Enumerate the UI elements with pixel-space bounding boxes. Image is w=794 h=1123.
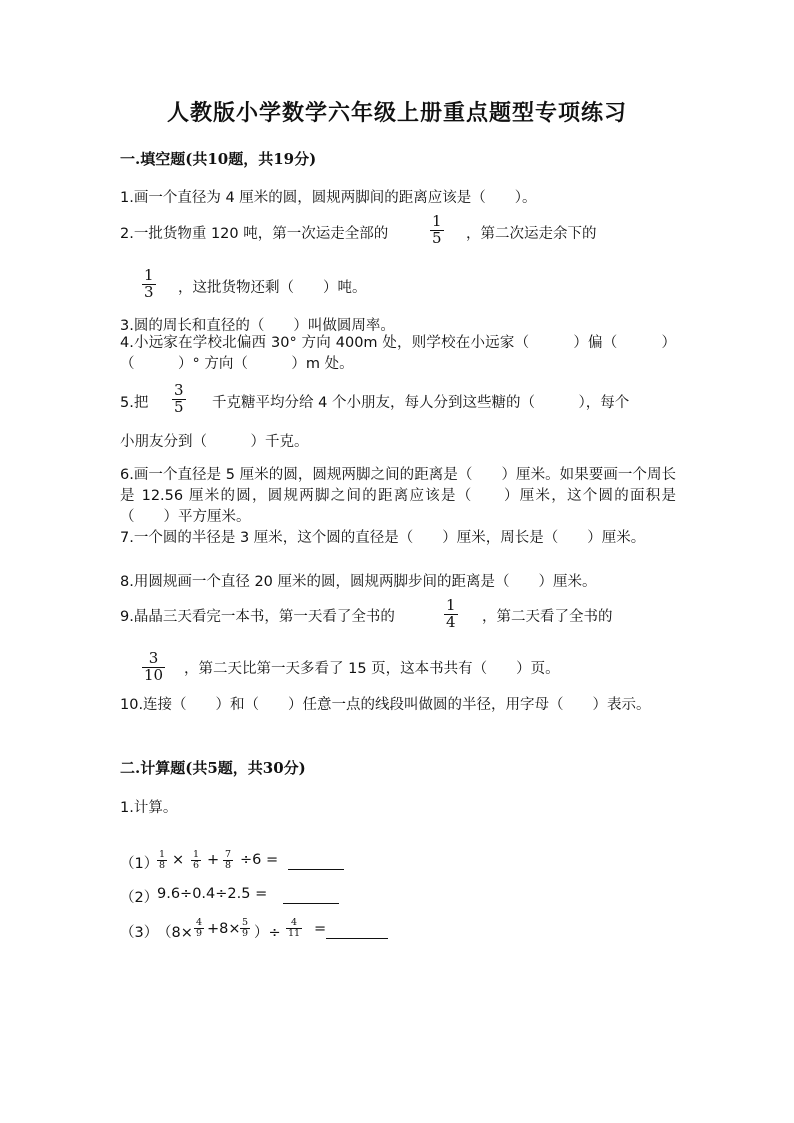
denominator: 9	[196, 927, 203, 939]
numerator: 4	[196, 917, 203, 928]
denominator: 5	[174, 397, 184, 416]
problem-label: （2）	[120, 890, 159, 906]
denominator: 9	[242, 927, 249, 939]
denominator: 4	[446, 612, 456, 631]
question-9-text-a: 9.晶晶三天看完一本书，第一天看了全书的	[120, 609, 395, 625]
fraction	[286, 918, 302, 939]
denominator: 5	[432, 228, 442, 247]
denominator: 8	[159, 859, 166, 871]
numerator: 7	[225, 849, 232, 860]
question-5-text-c: 小朋友分到（ ）千克。	[120, 434, 309, 450]
question-6: 6.画一个直径是 5 厘米的圆，圆规两脚之间的距离是（ ）厘米。如果要画一个周长是 12.56 厘米的圆，圆规两脚之间的距离应该是（ ）厘米，这个圆的面积是（ ）平方厘米。	[120, 467, 676, 525]
problem-expression-a: （8×	[157, 925, 193, 941]
numerator: 1	[446, 596, 456, 614]
answer-blank	[326, 924, 388, 939]
denominator: 10	[144, 665, 164, 684]
question-1: 1.画一个直径为 4 厘米的圆，圆规两脚间的距离应该是（ ）。	[120, 190, 537, 206]
denominator: 11	[288, 927, 301, 939]
problem-expression: 9.6÷0.4÷2.5 =	[157, 886, 268, 902]
question-4: 4.小远家在学校北偏西 30° 方向 400m 处，则学校在小远家（ ）偏（ ）（ ）° 方向（ ）m 处。	[120, 335, 676, 372]
numerator: 3	[148, 649, 159, 667]
operator: ×	[172, 852, 185, 868]
question-2-text-b: ，第二次运走余下的	[466, 226, 597, 242]
operator: +	[207, 852, 220, 868]
calc-question-1: 1.计算。	[120, 800, 178, 816]
numerator: 3	[174, 381, 184, 399]
problem-expression-tail: ÷6 =	[240, 852, 279, 868]
problem-expression-b: +8×	[207, 921, 241, 937]
fraction	[142, 651, 165, 684]
question-5-text-a: 5.把	[120, 395, 149, 411]
fraction	[191, 850, 201, 871]
numerator: 1	[432, 212, 442, 230]
problem-expression-c: ）÷	[254, 925, 281, 941]
denominator: 6	[193, 859, 200, 871]
question-9-text-b: ，第二天看了全书的	[482, 609, 613, 625]
answer-blank	[283, 889, 339, 904]
numerator: 1	[193, 849, 200, 860]
numerator: 1	[144, 266, 154, 284]
section-heading-fill-blank: 一.填空题(共10题，共19分)	[120, 150, 317, 168]
fraction	[444, 598, 458, 631]
problem-expression-d: =	[314, 921, 327, 937]
numerator: 5	[242, 917, 249, 928]
numerator: 1	[159, 849, 166, 860]
problem-label: （3）	[120, 925, 159, 941]
question-2-text-a: 2.一批货物重 120 吨，第一次运走全部的	[120, 226, 389, 242]
fraction	[240, 918, 250, 939]
fraction	[223, 850, 233, 871]
fraction	[142, 268, 156, 301]
denominator: 8	[225, 859, 232, 871]
fraction	[430, 214, 444, 247]
question-9-text-c: ，第二天比第一天多看了 15 页，这本书共有（ ）页。	[184, 661, 560, 677]
fraction	[157, 850, 167, 871]
answer-blank	[288, 855, 344, 870]
page-title: 人教版小学数学六年级上册重点题型专项练习	[166, 100, 627, 126]
numerator: 4	[291, 917, 298, 928]
fraction	[194, 918, 204, 939]
section-heading-calculation: 二.计算题(共5题，共30分)	[120, 759, 306, 777]
question-3: 3.圆的周长和直径的（ ）叫做圆周率。	[120, 318, 395, 334]
question-5-text-b: 千克糖平均分给 4 个小朋友，每人分到这些糖的（ ），每个	[212, 395, 630, 411]
question-8: 8.用圆规画一个直径 20 厘米的圆，圆规两脚步间的距离是（ ）厘米。	[120, 574, 597, 590]
fraction	[172, 383, 186, 416]
denominator: 3	[144, 282, 154, 301]
question-10: 10.连接（ ）和（ ）任意一点的线段叫做圆的半径，用字母（ ）表示。	[120, 697, 651, 713]
question-2-text-c: ，这批货物还剩（ ）吨。	[178, 280, 367, 296]
question-7: 7.一个圆的半径是 3 厘米，这个圆的直径是（ ）厘米，周长是（ ）厘米。	[120, 530, 646, 546]
problem-label: （1）	[120, 856, 159, 872]
